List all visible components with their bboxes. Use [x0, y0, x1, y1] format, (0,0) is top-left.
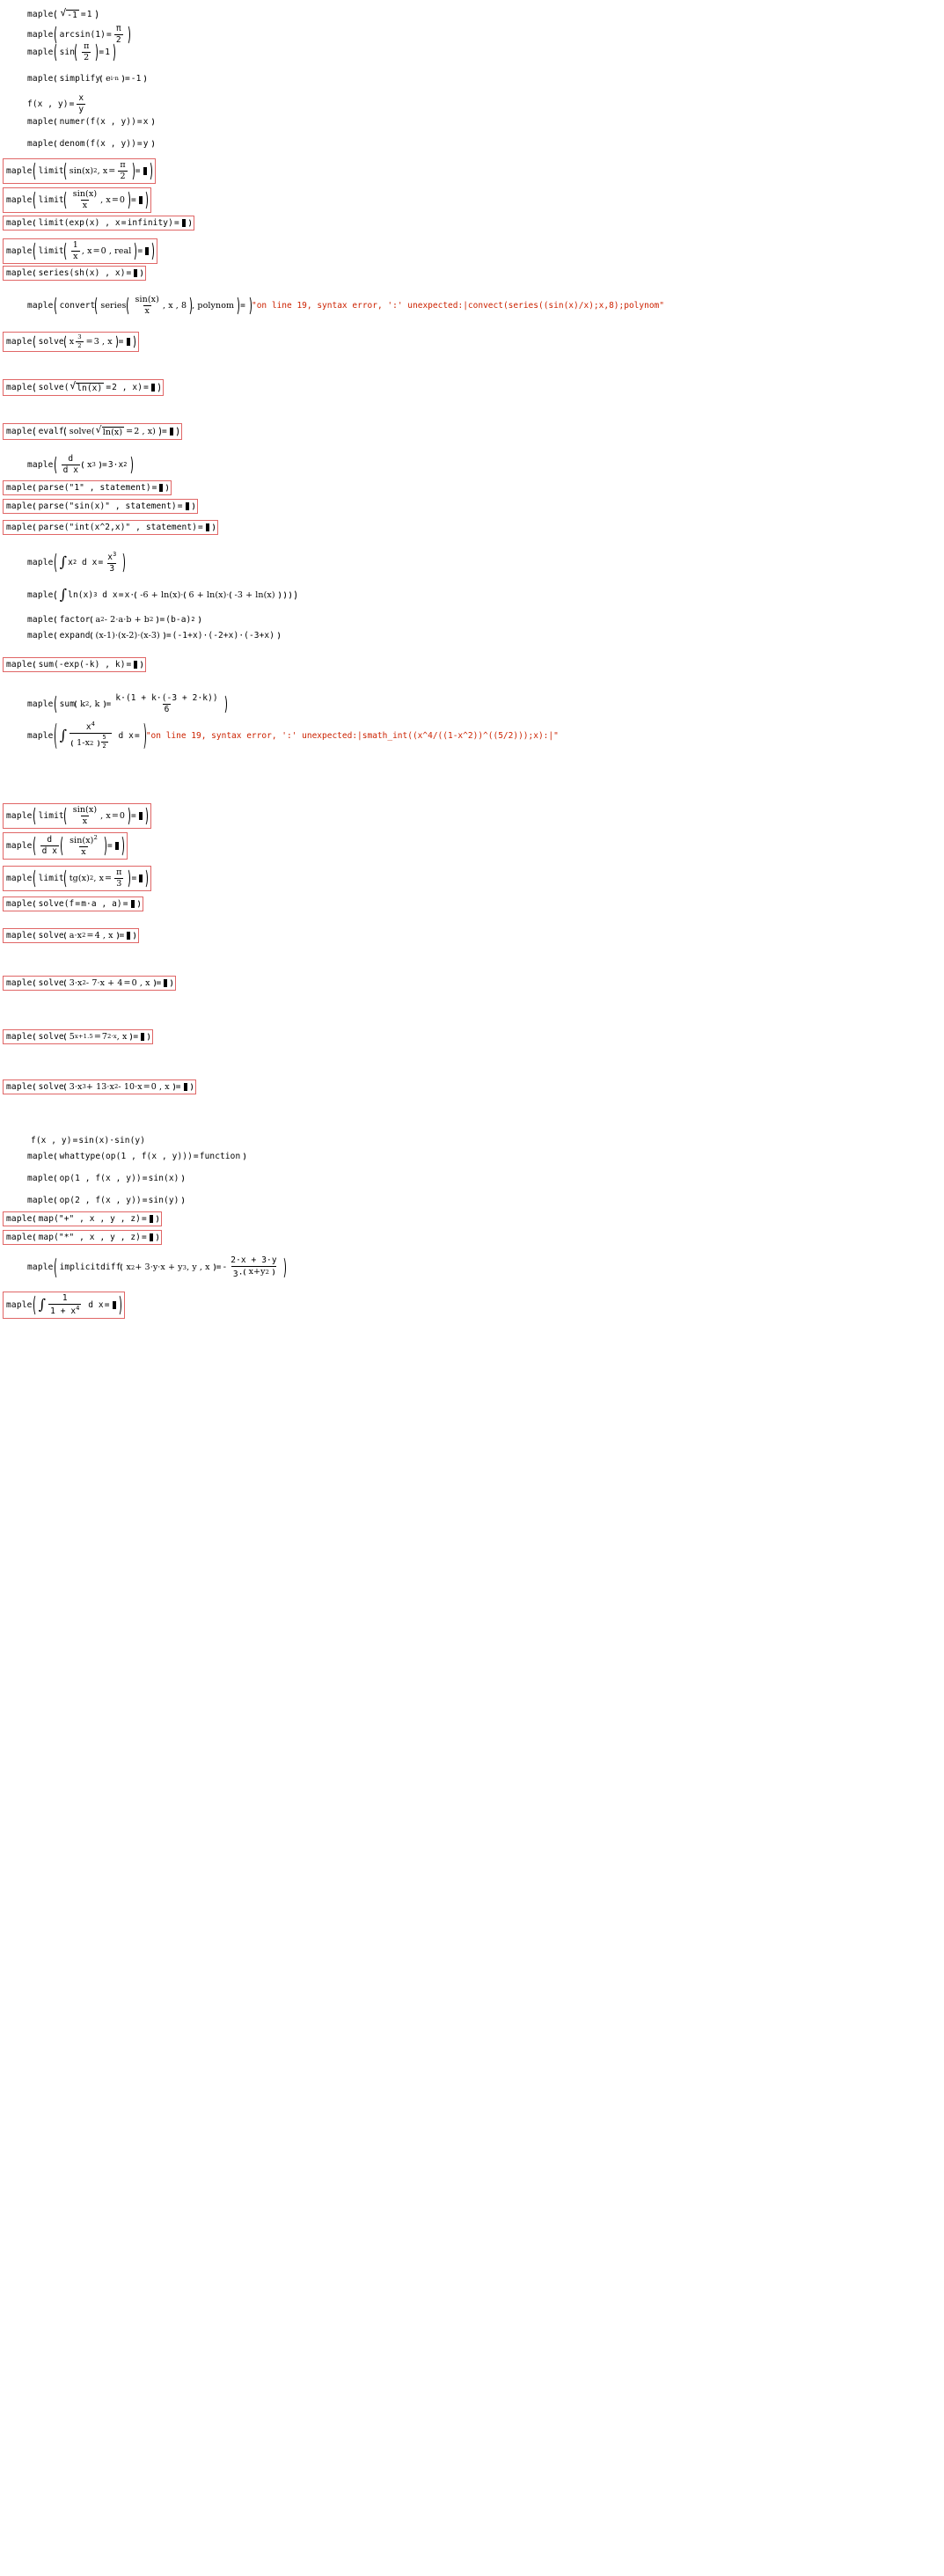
- maple-keyword: maple: [6, 810, 33, 821]
- expression-cell[interactable]: [3, 499, 198, 514]
- maple-keyword: maple: [27, 1152, 54, 1161]
- expression-row-selected[interactable]: [0, 803, 944, 829]
- expression-cell[interactable]: [3, 657, 146, 672]
- maple-keyword: maple: [27, 459, 54, 470]
- paren-group: whattype(op(1 , f(x , y))) = function: [55, 1152, 246, 1161]
- expression-cell[interactable]: [25, 588, 299, 603]
- expression-row-selected[interactable]: [0, 1292, 944, 1319]
- paren-group: solve 5 x+1.5 = 7 2·x , x =: [33, 1032, 150, 1042]
- maple-keyword: maple: [6, 218, 33, 228]
- expression-cell[interactable]: [3, 187, 151, 213]
- expression-row-selected[interactable]: [0, 928, 944, 943]
- paren-group: numer(f(x , y)) = x: [55, 117, 154, 127]
- expression-row-selected[interactable]: [0, 332, 944, 352]
- paren-group: solve 3·x 3 + 13·x 2 - 10·x = 0 , x =: [33, 1082, 193, 1092]
- paren-group: $\frac{d}{\text{d x}}$ x 3 = 3·x 2: [55, 455, 133, 475]
- paren-group: parse("sin(x)" , statement) =: [33, 501, 194, 511]
- expression-row[interactable]: [0, 613, 944, 626]
- maple-keyword: maple: [27, 139, 54, 149]
- paren-group: ∫ ln(x) 3 d x = x· -6 + ln(x)· 6 + ln(x)· -3 + ln(x): [55, 589, 296, 601]
- expression-cell[interactable]: [3, 1029, 153, 1044]
- paren-group: limit $\frac{1}{x}$ , x = 0 , real =: [33, 241, 155, 261]
- expression-cell[interactable]: [25, 720, 561, 752]
- paren-group: √ -1 = 1: [55, 9, 98, 20]
- maple-keyword: maple: [6, 1082, 33, 1092]
- expression-cell[interactable]: [3, 158, 156, 184]
- maple-keyword: maple: [6, 523, 33, 532]
- maple-keyword: maple: [6, 337, 33, 348]
- expression-row[interactable]: [0, 550, 944, 575]
- expression-row-selected[interactable]: [0, 423, 944, 440]
- expression-row[interactable]: [0, 1194, 944, 1207]
- expression-row-with-error[interactable]: [0, 720, 944, 752]
- paren-group: op(1 , f(x , y)) = sin(x): [55, 1174, 185, 1183]
- maple-keyword: maple: [6, 268, 33, 278]
- expression-cell[interactable]: [3, 1079, 196, 1094]
- maple-keyword: maple: [27, 558, 54, 568]
- expression-cell[interactable]: [3, 896, 143, 911]
- integral-icon: ∫: [59, 586, 68, 603]
- paren-group: op(2 , f(x , y)) = sin(y): [55, 1196, 185, 1205]
- maple-keyword: maple: [6, 245, 33, 256]
- paren-group: solve a·x 2 = 4 , x =: [33, 931, 136, 940]
- paren-group: limit sin(x) 2 , x = $\frac{\pi}{2}$ =: [33, 161, 152, 181]
- error-message: "on line 19, syntax error, ':' unexpected:|smath_int((x^4/((1-x^2))^((5/2)));x):|": [145, 730, 559, 741]
- expression-cell[interactable]: [25, 629, 282, 642]
- expression-row-selected[interactable]: [0, 499, 944, 514]
- paren-group: convert series $\frac{\sin(x)}{x}$ , x , 8 , polynom =: [55, 296, 252, 316]
- maple-keyword: maple: [27, 1196, 54, 1205]
- expression-cell[interactable]: [3, 379, 164, 396]
- expression-row-selected[interactable]: [0, 1230, 944, 1245]
- expression-cell[interactable]: [3, 1230, 162, 1245]
- expression-row-selected[interactable]: [0, 1211, 944, 1226]
- maple-keyword: maple: [6, 1300, 33, 1311]
- expression-cell[interactable]: [3, 423, 182, 440]
- expression-row-selected[interactable]: [0, 896, 944, 911]
- expression-row-selected[interactable]: [0, 480, 944, 495]
- maple-keyword: maple: [6, 978, 33, 988]
- paren-group: arcsin(1) = $\frac{\pi}{2}$: [55, 25, 130, 45]
- maple-keyword: maple: [27, 47, 54, 57]
- paren-group: limit $\frac{\sin(x)}{x}$ , x = 0 =: [33, 806, 148, 826]
- expression-row[interactable]: [0, 72, 944, 85]
- expression-cell[interactable]: f(x , y) = $\frac{x}{y}$: [27, 93, 84, 114]
- maple-keyword: maple: [6, 483, 33, 493]
- paren-group: parse("1" , statement) =: [33, 483, 169, 493]
- definition-row[interactable]: [0, 92, 944, 116]
- paren-group: factor a 2 - 2·a·b + b 2 = (b-a) 2: [55, 615, 201, 625]
- expression-row[interactable]: [0, 692, 944, 716]
- integral-icon: ∫: [38, 1296, 47, 1314]
- maple-keyword: maple: [6, 427, 33, 436]
- expression-cell[interactable]: [25, 1172, 187, 1185]
- paren-group: limit tg(x) 2 , x = $\frac{\pi}{3}$ =: [33, 868, 149, 889]
- paren-group: ∫ $x^4$ 1-x 2 $^{\frac{5}{2}}$ d x =: [55, 721, 146, 750]
- expression-cell[interactable]: [25, 453, 135, 477]
- maple-keyword: maple: [27, 1174, 54, 1183]
- expression-cell[interactable]: [25, 115, 157, 128]
- expression-cell[interactable]: [25, 1150, 248, 1163]
- expression-cell[interactable]: [3, 520, 218, 535]
- paren-group: map("+" , x , y , z) =: [33, 1214, 158, 1224]
- maple-keyword: maple: [27, 730, 54, 741]
- expression-cell[interactable]: [3, 1292, 125, 1319]
- maple-keyword: maple: [27, 615, 54, 625]
- expression-cell[interactable]: [25, 1255, 289, 1281]
- maple-keyword: maple: [27, 589, 54, 600]
- expression-cell[interactable]: [25, 613, 203, 626]
- maple-keyword: maple: [6, 194, 33, 205]
- expression-cell[interactable]: [3, 266, 146, 281]
- paren-group: ∫ $\frac{1}{1 + x^4}$ d x =: [33, 1294, 121, 1316]
- paren-group: series(sh(x) , x) =: [33, 268, 143, 278]
- expression-row-selected[interactable]: [0, 158, 944, 184]
- expression-row-selected[interactable]: [0, 866, 944, 891]
- maple-keyword: maple: [27, 10, 54, 19]
- expression-cell[interactable]: [25, 692, 230, 716]
- maple-keyword: maple: [6, 1233, 33, 1242]
- expression-cell[interactable]: [25, 7, 100, 22]
- expression-cell[interactable]: [25, 72, 149, 85]
- expression-row[interactable]: [0, 137, 944, 150]
- expression-row[interactable]: [0, 629, 944, 642]
- expression-cell[interactable]: [25, 137, 157, 150]
- expression-cell[interactable]: [3, 216, 194, 231]
- expression-row-selected[interactable]: [0, 238, 944, 264]
- expression-cell[interactable]: [3, 803, 151, 829]
- paren-group: simplify e i·n = -1: [55, 74, 147, 84]
- expression-cell[interactable]: [3, 480, 172, 495]
- expression-cell[interactable]: [25, 1194, 187, 1207]
- expression-cell[interactable]: [3, 866, 151, 891]
- expression-row-selected[interactable]: [0, 1029, 944, 1044]
- expression-row-selected[interactable]: [0, 187, 944, 213]
- error-message: "on line 19, syntax error, ':' unexpected:|convect(series((sin(x)/x);x,8);polynom": [251, 300, 664, 311]
- maple-keyword: maple: [6, 660, 33, 670]
- maple-keyword: maple: [6, 501, 33, 511]
- paren-group: sum(-exp(-k) , k) =: [33, 660, 143, 670]
- expression-row-selected[interactable]: [0, 832, 944, 860]
- expression-cell[interactable]: [25, 294, 667, 318]
- maple-keyword: maple: [27, 699, 54, 709]
- definition-row[interactable]: [0, 1134, 944, 1147]
- expression-row-selected[interactable]: [0, 657, 944, 672]
- maple-keyword: maple: [6, 1032, 33, 1042]
- expression-row[interactable]: [0, 7, 944, 22]
- expression-row-selected[interactable]: [0, 1079, 944, 1094]
- maple-keyword: maple: [27, 631, 54, 640]
- expression-row[interactable]: [0, 115, 944, 128]
- expression-cell[interactable]: [3, 976, 176, 991]
- expression-row[interactable]: [0, 1255, 944, 1281]
- maple-keyword: maple: [6, 873, 33, 883]
- paren-group: denom(f(x , y)) = y: [55, 139, 154, 149]
- expression-row[interactable]: [0, 1150, 944, 1163]
- paren-group: map("*" , x , y , z) =: [33, 1233, 158, 1242]
- maple-keyword: maple: [6, 383, 33, 392]
- maple-keyword: maple: [27, 300, 54, 311]
- maple-keyword: maple: [6, 931, 33, 940]
- paren-group: solve 3·x 2 - 7·x + 4 = 0 , x =: [33, 978, 173, 988]
- expression-row-selected[interactable]: [0, 266, 944, 281]
- expression-row-selected[interactable]: [0, 379, 944, 396]
- maple-keyword: maple: [6, 841, 33, 852]
- expression-row-selected[interactable]: [0, 216, 944, 231]
- expression-row-selected[interactable]: [0, 976, 944, 991]
- paren-group: implicitdiff x 2 + 3·y·x + y 3 , y , x = - 2·x + 3·y 3· x+y 2: [55, 1256, 286, 1279]
- expression-row[interactable]: [0, 588, 944, 603]
- maple-keyword: maple: [27, 29, 54, 40]
- paren-group: expand (x-1)·(x-2)·(x-3) = (-1+x)·(-2+x)·(-3+x): [55, 631, 280, 640]
- expression-cell[interactable]: [3, 332, 139, 352]
- paren-group: ∫ x 2 d x = $\frac{x^3}{3}$: [55, 552, 126, 574]
- expression-row[interactable]: [0, 40, 944, 64]
- paren-group: solve x $\frac{3}{2}$ = 3 , x =: [33, 334, 135, 349]
- paren-group: sum k 2 , k = $\frac{k\cdot(1 + k\cdot(-3 + 2\cdot k))}{6}$: [55, 694, 227, 714]
- paren-group: $\frac{d}{\text{d x}}$ $\frac{\sin(x)^2}{x}$ =: [33, 835, 124, 857]
- paren-group: solve( √ ln(x) = 2 , x) =: [33, 382, 160, 393]
- maple-keyword: maple: [6, 165, 33, 176]
- expression-row[interactable]: [0, 453, 944, 477]
- paren-group: parse("int(x^2,x)" , statement) =: [33, 523, 215, 532]
- paren-group: evalf solve( √ ln(x) = 2 , x) =: [33, 426, 179, 437]
- integral-icon: ∫: [59, 727, 68, 743]
- paren-group: sin $\frac{\pi}{2}$ = 1: [55, 42, 115, 62]
- paren-group: limit(exp(x) , x = infinity) =: [33, 218, 191, 228]
- expression-cell[interactable]: [3, 238, 157, 264]
- expression-cell[interactable]: [25, 40, 118, 64]
- maple-keyword: maple: [27, 1262, 54, 1273]
- paren-group: solve(f = m·a , a) =: [33, 899, 140, 909]
- maple-keyword: maple: [27, 117, 54, 127]
- expression-row-selected[interactable]: [0, 520, 944, 535]
- integral-icon: ∫: [59, 553, 68, 571]
- expression-cell[interactable]: [3, 832, 128, 860]
- expression-row[interactable]: [0, 1172, 944, 1185]
- expression-cell[interactable]: [3, 1211, 162, 1226]
- maple-keyword: maple: [27, 74, 54, 84]
- expression-row-with-error[interactable]: [0, 294, 944, 318]
- maple-keyword: maple: [6, 899, 33, 909]
- expression-cell[interactable]: [3, 928, 139, 943]
- paren-group: limit $\frac{\sin(x)}{x}$ , x = 0 =: [33, 190, 148, 210]
- maple-keyword: maple: [6, 1214, 33, 1224]
- expression-cell[interactable]: f(x , y) = sin(x)·sin(y): [31, 1136, 146, 1145]
- expression-cell[interactable]: [25, 550, 128, 575]
